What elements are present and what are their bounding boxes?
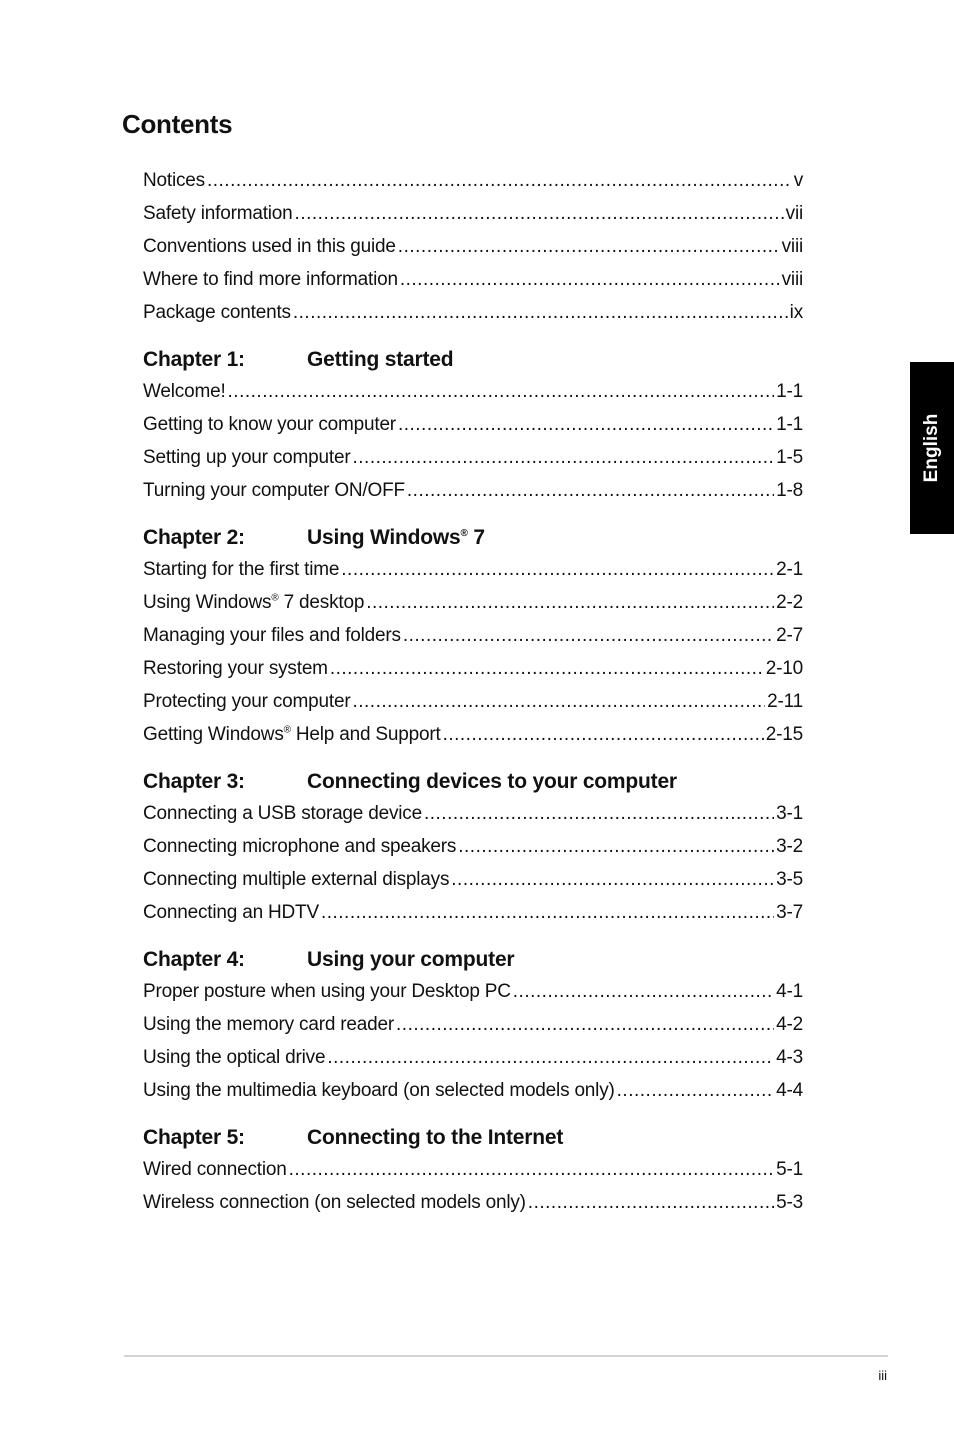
front-matter-section <box>143 164 803 329</box>
toc-entry-title <box>143 685 350 718</box>
toc-entry-page: 1-1 <box>776 414 803 435</box>
toc-entry-title-text: Conventions used in this guide <box>143 236 396 257</box>
toc-entry[interactable] <box>143 1186 803 1219</box>
toc-entry-title <box>143 586 364 619</box>
dot-leader <box>617 1074 774 1107</box>
toc-entry-title <box>143 975 511 1008</box>
chapter-section <box>143 345 803 507</box>
dot-leader <box>451 863 774 896</box>
toc-entry[interactable] <box>143 263 803 296</box>
toc-entry-title-text: Managing your files and folders <box>143 625 401 646</box>
language-tab-label: English <box>921 413 942 483</box>
toc-entry-page: vii <box>785 203 803 224</box>
toc-entry-title <box>143 718 441 751</box>
chapter-heading[interactable] <box>143 523 803 553</box>
toc-entry-title-text: Protecting your computer <box>143 691 351 712</box>
chapter-heading[interactable] <box>143 345 803 375</box>
chapter-heading[interactable] <box>143 767 803 797</box>
toc-entry-title <box>143 263 398 296</box>
toc-entry-page: 2-10 <box>765 658 803 679</box>
chapter-title <box>307 345 453 375</box>
toc-entry-page: 5-3 <box>776 1192 803 1213</box>
toc-entry-page: 2-7 <box>776 625 803 646</box>
toc-entry-page: 4-4 <box>776 1080 803 1101</box>
chapter-label: Chapter 2: <box>143 526 245 549</box>
dot-leader <box>293 296 788 329</box>
toc-entry[interactable] <box>143 797 803 830</box>
toc-entry-title-text: Proper posture when using your Desktop PC <box>143 981 511 1002</box>
chapter-section <box>143 945 803 1107</box>
toc-entry-title <box>143 1074 615 1107</box>
toc-entry-page: 1-1 <box>776 381 803 402</box>
toc-entry-page: 2-2 <box>776 592 803 613</box>
toc-entry[interactable] <box>143 230 803 263</box>
chapter-section <box>143 1123 803 1219</box>
chapter-label: Chapter 5: <box>143 1126 245 1149</box>
toc-entry[interactable] <box>143 1008 803 1041</box>
footer-page-number: iii <box>878 1368 887 1383</box>
toc-entry-title-text: Using the multimedia keyboard (on selected models only) <box>143 1080 615 1101</box>
dot-leader <box>458 830 774 863</box>
toc-entry-page: 2-15 <box>765 724 803 745</box>
toc-entry[interactable] <box>143 164 803 197</box>
dot-leader <box>528 1186 774 1219</box>
dot-leader <box>424 797 774 830</box>
footer-rule <box>124 1355 888 1357</box>
dot-leader <box>207 164 792 197</box>
toc-entry[interactable] <box>143 1041 803 1074</box>
toc-entry[interactable] <box>143 197 803 230</box>
dot-leader <box>352 441 774 474</box>
toc-entry-page: 3-5 <box>776 869 803 890</box>
toc-entry-page: v <box>793 170 803 191</box>
chapter-title <box>307 1123 563 1153</box>
chapter-heading[interactable] <box>143 1123 803 1153</box>
toc-entry[interactable] <box>143 1153 803 1186</box>
toc-entry-page: viii <box>781 269 803 290</box>
toc-entry-title <box>143 830 456 863</box>
toc-entry[interactable] <box>143 975 803 1008</box>
dot-leader <box>352 685 765 718</box>
toc-entry[interactable] <box>143 896 803 929</box>
dot-leader <box>400 263 780 296</box>
dot-leader <box>341 553 774 586</box>
toc-entry-title-text: Notices <box>143 170 205 191</box>
toc-entry-title-text: Getting Windows <box>143 724 284 745</box>
dot-leader <box>407 474 774 507</box>
dot-leader <box>366 586 774 619</box>
toc-entry-title-suffix: 7 desktop <box>278 592 365 613</box>
toc-entry-title <box>143 296 291 329</box>
dot-leader <box>513 975 774 1008</box>
chapter-section <box>143 523 803 751</box>
toc-entry-title-text: Welcome! <box>143 381 226 402</box>
toc-entry-title-text: Package contents <box>143 302 291 323</box>
chapter-title-text: Connecting devices to your computer <box>307 770 677 793</box>
toc-entry-page: 3-2 <box>776 836 803 857</box>
toc-entry[interactable] <box>143 586 803 619</box>
dot-leader <box>330 652 764 685</box>
toc-entry-title-text: Connecting a USB storage device <box>143 803 422 824</box>
toc-entry[interactable] <box>143 441 803 474</box>
toc-entry-title-text: Using Windows <box>143 592 272 613</box>
toc-entry-page: 1-5 <box>776 447 803 468</box>
registered-mark: ® <box>460 528 468 539</box>
chapter-label: Chapter 1: <box>143 348 245 371</box>
toc-entry[interactable] <box>143 474 803 507</box>
chapter-heading[interactable] <box>143 945 803 975</box>
dot-leader <box>403 619 774 652</box>
toc-entry[interactable] <box>143 553 803 586</box>
toc-entry-title <box>143 1186 526 1219</box>
toc-entry-title <box>143 619 401 652</box>
toc-entry-page: 2-1 <box>776 559 803 580</box>
toc-entry-title-text: Using the optical drive <box>143 1047 326 1068</box>
chapter-label: Chapter 3: <box>143 770 245 793</box>
toc-entry-title-text: Using the memory card reader <box>143 1014 395 1035</box>
chapter-title-text: Getting started <box>307 348 454 371</box>
dot-leader <box>443 718 764 751</box>
chapters-container <box>143 345 803 1219</box>
chapter-title-suffix: 7 <box>467 526 485 549</box>
chapter-title-text: Connecting to the Internet <box>307 1126 564 1149</box>
registered-mark: ® <box>283 724 291 736</box>
chapter-title <box>307 523 485 553</box>
toc-entry-title-text: Getting to know your computer <box>143 414 396 435</box>
chapter-label: Chapter 4: <box>143 948 245 971</box>
toc-entry-title <box>143 197 293 230</box>
language-tab <box>910 362 954 534</box>
toc-entry-title <box>143 553 339 586</box>
dot-leader <box>228 375 775 408</box>
dot-leader <box>327 1041 774 1074</box>
registered-mark: ® <box>271 592 279 604</box>
toc-entry-title <box>143 164 205 197</box>
page-title: Contents <box>122 109 233 140</box>
table-of-contents <box>143 164 803 1219</box>
toc-entry-title <box>143 1008 394 1041</box>
toc-entry-title <box>143 652 328 685</box>
toc-entry[interactable] <box>143 830 803 863</box>
dot-leader <box>398 230 780 263</box>
toc-entry-page: viii <box>781 236 803 257</box>
toc-entry[interactable] <box>143 863 803 896</box>
chapter-title <box>307 767 677 797</box>
chapter-title <box>307 945 514 975</box>
chapter-section <box>143 767 803 929</box>
toc-entry-page: ix <box>789 302 803 323</box>
toc-entry-title <box>143 797 422 830</box>
toc-entry-title <box>143 1153 287 1186</box>
toc-entry[interactable] <box>143 718 803 751</box>
chapter-title-text: Using Windows <box>307 526 461 549</box>
toc-entry[interactable] <box>143 619 803 652</box>
toc-entry[interactable] <box>143 296 803 329</box>
toc-entry[interactable] <box>143 1074 803 1107</box>
toc-entry-page: 5-1 <box>776 1159 803 1180</box>
toc-entry-title-suffix: Help and Support <box>290 724 441 745</box>
toc-entry-title-text: Connecting multiple external displays <box>143 869 450 890</box>
toc-entry-title <box>143 375 226 408</box>
toc-entry-title <box>143 896 319 929</box>
dot-leader <box>295 197 784 230</box>
dot-leader <box>398 408 774 441</box>
toc-entry-title <box>143 474 405 507</box>
toc-entry-title-text: Connecting an HDTV <box>143 902 319 923</box>
toc-entry-title-text: Connecting microphone and speakers <box>143 836 457 857</box>
toc-entry-title-text: Safety information <box>143 203 293 224</box>
dot-leader <box>321 896 774 929</box>
toc-entry-title <box>143 1041 325 1074</box>
toc-entry-page: 2-11 <box>767 691 803 712</box>
toc-entry[interactable] <box>143 652 803 685</box>
toc-entry-title-text: Starting for the first time <box>143 559 340 580</box>
toc-entry-title-text: Wireless connection (on selected models only) <box>143 1192 526 1213</box>
toc-entry-title-text: Turning your computer ON/OFF <box>143 480 405 501</box>
toc-entry-page: 1-8 <box>776 480 803 501</box>
chapter-title-text: Using your computer <box>307 948 515 971</box>
toc-entry[interactable] <box>143 408 803 441</box>
toc-entry-page: 3-7 <box>776 902 803 923</box>
toc-entry-title <box>143 441 350 474</box>
toc-entry[interactable] <box>143 375 803 408</box>
dot-leader <box>289 1153 775 1186</box>
toc-entry-title-text: Restoring your system <box>143 658 328 679</box>
toc-entry-title-text: Setting up your computer <box>143 447 351 468</box>
toc-entry-title-text: Where to find more information <box>143 269 398 290</box>
toc-entry[interactable] <box>143 685 803 718</box>
toc-entry-title-text: Wired connection <box>143 1159 287 1180</box>
toc-entry-page: 3-1 <box>776 803 803 824</box>
toc-entry-title <box>143 230 396 263</box>
toc-entry-page: 4-2 <box>776 1014 803 1035</box>
toc-entry-title <box>143 863 449 896</box>
toc-entry-page: 4-1 <box>776 981 803 1002</box>
toc-entry-title <box>143 408 396 441</box>
toc-entry-page: 4-3 <box>776 1047 803 1068</box>
dot-leader <box>396 1008 774 1041</box>
